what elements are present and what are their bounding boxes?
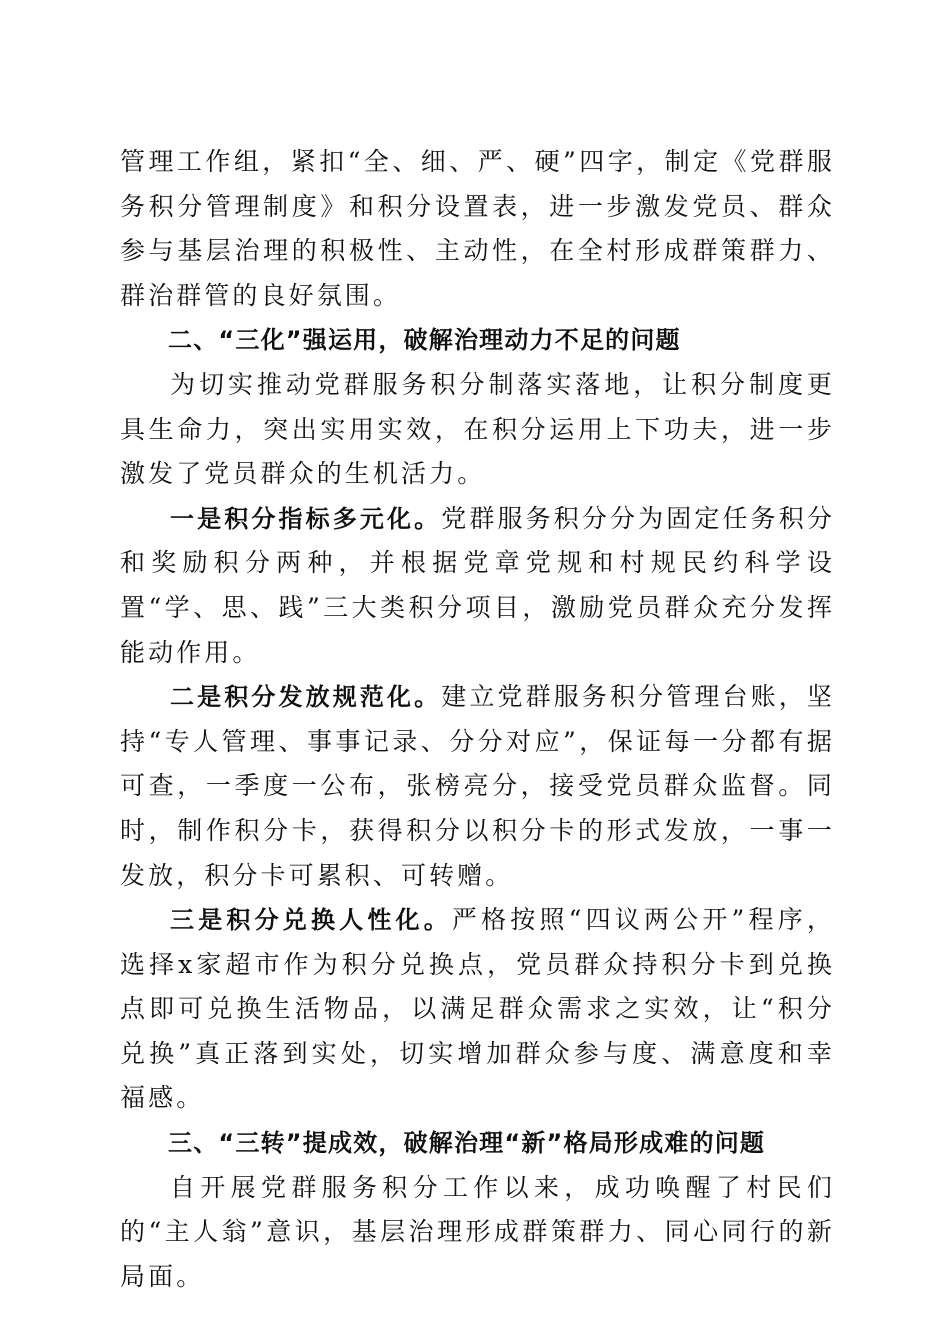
paragraph-lead: 三是积分兑换人性化。 — [170, 906, 452, 935]
paragraph-text: 党群服务积分分为固定任务积分和奖励积分两种，并根据党章党规和村规民约科学设置“学、思、践”三大类积分项目，激励党员群众充分发挥能动作用。 — [120, 503, 836, 667]
paragraph-lead: 二是积分发放规范化。 — [170, 683, 442, 712]
paragraph-text: 为切实推动党群服务积分制落实落地，让积分制度更具生命力，突出实用实效，在积分运用上下功夫，进一步激发了党员群众的生机活力。 — [120, 369, 835, 489]
paragraph-lead: 一是积分指标多元化。 — [170, 504, 442, 533]
paragraph-summary — [120, 1166, 835, 1300]
heading-text: 二、“三化”强运用，破解治理动力不足的问题 — [168, 326, 681, 355]
document-page — [120, 140, 835, 1299]
paragraph-text: 管理工作组，紧扣“全、细、严、硬”四字，制定《党群服务积分管理制度》和积分设置表，进一步激发党员、群众参与基层治理的积极性、主动性，在全村形成群策群力、群治群管的良好氛围。 — [120, 147, 835, 310]
section-heading-three — [120, 1121, 835, 1166]
paragraph-continuation — [120, 140, 835, 318]
section-heading-two — [120, 318, 835, 363]
heading-text: 三、“三转”提成效，破解治理“新”格局形成难的问题 — [168, 1129, 766, 1158]
paragraph-point-two — [120, 675, 835, 898]
paragraph-text: 自开展党群服务积分工作以来，成功唤醒了村民们的“主人翁”意识，基层治理形成群策群力、同心同行的新局面。 — [120, 1172, 835, 1291]
paragraph-text: 建立党群服务积分管理台账，坚持“专人管理、事事记录、分分对应”，保证每一分都有据可查，一季度一公布，张榜亮分，接受党员群众监督。同时，制作积分卡，获得积分以积分卡的形式发放，一事一发放，积分卡可累积、可转赠。 — [120, 682, 836, 890]
paragraph-point-three — [120, 898, 835, 1121]
paragraph-point-one — [120, 497, 835, 675]
paragraph-text: 严格按照“四议两公开”程序，选择x家超市作为积分兑换点，党员群众持积分卡到兑换点即可兑换生活物品，以满足群众需求之实效，让“积分兑换”真正落到实处，切实增加群众参与度、满意度和幸福感。 — [120, 905, 836, 1113]
paragraph-intro — [120, 363, 835, 497]
